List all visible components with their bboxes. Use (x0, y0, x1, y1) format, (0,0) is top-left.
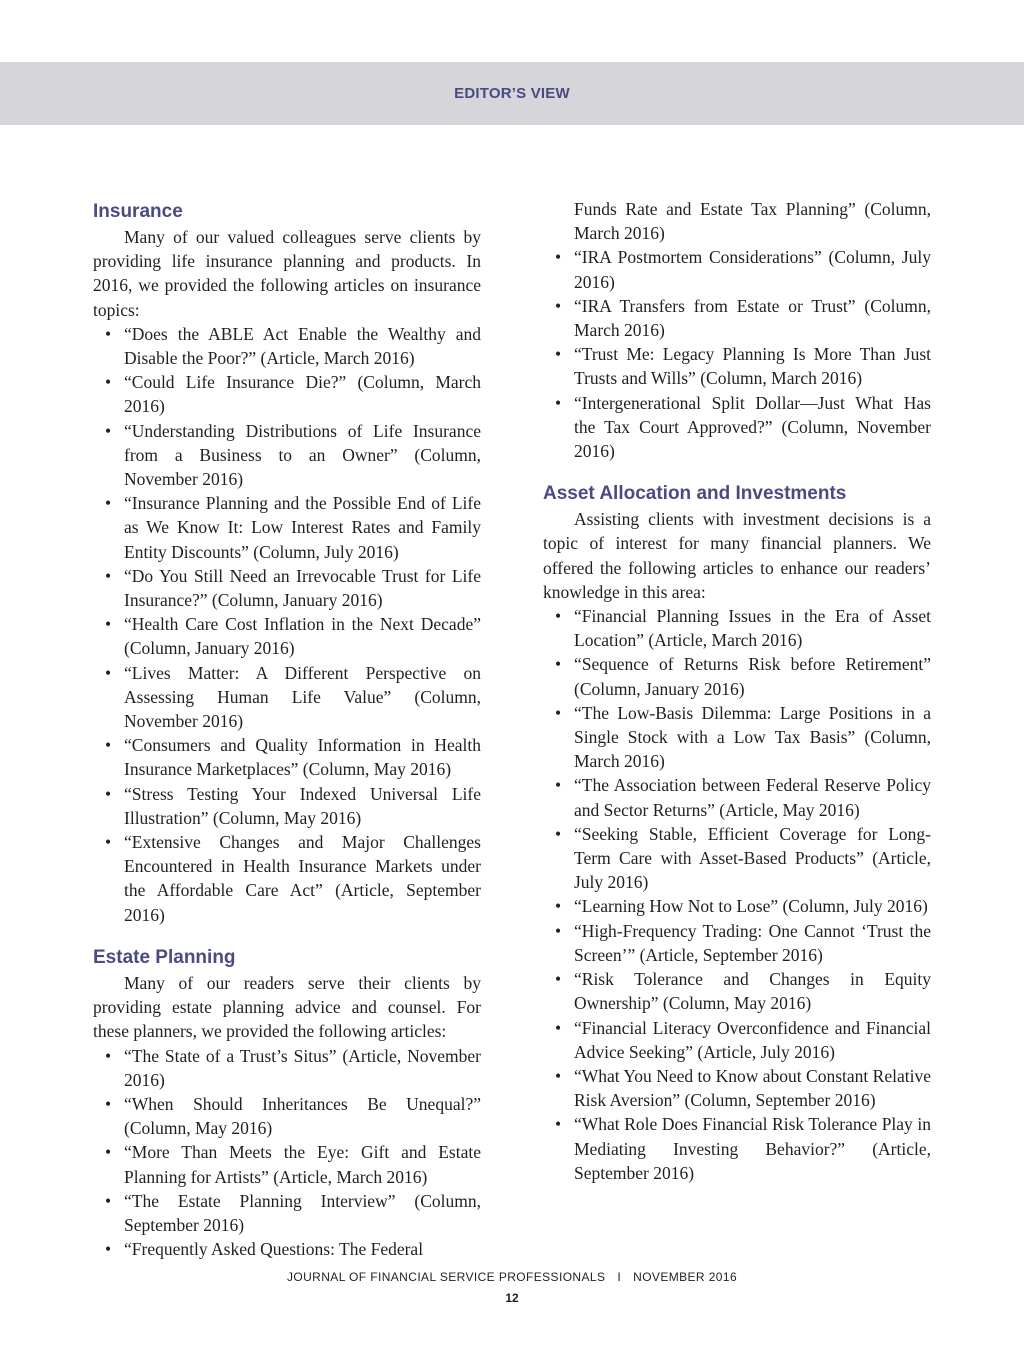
journal-name: JOURNAL OF FINANCIAL SERVICE PROFESSIONALS (286, 1270, 606, 1284)
estate-article-item: • “The State of a Trust’s Situs” (Article, November 2016) (93, 1044, 481, 1092)
estate-continued-list (543, 197, 931, 463)
estate-article-item: • “IRA Postmortem Considerations” (Column, July 2016) (543, 245, 931, 293)
assets-section (543, 481, 931, 1185)
insurance-article-item: • “Stress Testing Your Indexed Universal Life Illustration” (Column, May 2016) (93, 782, 481, 830)
estate-heading: Estate Planning (93, 946, 236, 968)
insurance-article-item: • “Understanding Distributions of Life Insurance from a Business to an Owner” (Column, November 2016) (93, 419, 481, 492)
insurance-article-item: • “Do You Still Need an Irrevocable Trust for Life Insurance?” (Column, January 2016) (93, 564, 481, 612)
assets-article-item: • “The Association between Federal Reserve Policy and Sector Returns” (Article, May 2016) (543, 773, 931, 821)
insurance-intro: Many of our valued colleagues serve clients by providing life insurance planning and products. In 2016, we provided the following articles on insurance topics: (93, 227, 481, 320)
page-number: 12 (505, 1291, 519, 1305)
insurance-article-item: • “Could Life Insurance Die?” (Column, March 2016) (93, 370, 481, 418)
issue-date: NOVEMBER 2016 (633, 1270, 738, 1284)
insurance-heading: Insurance (93, 201, 183, 222)
assets-article-item: • “High-Frequency Trading: One Cannot ‘Trust the Screen’” (Article, September 2016) (543, 919, 931, 967)
estate-continued-section (543, 197, 931, 463)
estate-article-item: Funds Rate and Estate Tax Planning” (Column, March 2016) (574, 199, 931, 244)
left-column (93, 199, 481, 1279)
estate-article-item: • “When Should Inheritances Be Unequal?” (Column, May 2016) (93, 1092, 481, 1140)
assets-article-item: • “Sequence of Returns Risk before Retirement” (Column, January 2016) (543, 652, 931, 700)
estate-section (93, 945, 481, 1261)
assets-article-item: • “Financial Literacy Overconfidence and Financial Advice Seeking” (Article, July 2016) (543, 1016, 931, 1064)
assets-article-list (543, 604, 931, 1185)
estate-article-list (93, 1044, 481, 1262)
assets-intro: Assisting clients with investment decisions is a topic of interest for many financial planners. We offered the following articles to enhance our readers’ knowledge in this area: (543, 509, 931, 602)
estate-article-item: • “Trust Me: Legacy Planning Is More Than Just Trusts and Wills” (Column, March 2016) (543, 342, 931, 390)
assets-heading: Asset Allocation and Investments (543, 483, 847, 505)
assets-article-item: • “What Role Does Financial Risk Tolerance Play in Mediating Investing Behavior?” (Article, September 2016) (543, 1112, 931, 1185)
footer-separator: I (617, 1270, 622, 1284)
assets-article-item: • “Financial Planning Issues in the Era of Asset Location” (Article, March 2016) (543, 604, 931, 652)
estate-article-item: • “The Estate Planning Interview” (Column, September 2016) (93, 1189, 481, 1237)
assets-article-item: • “Seeking Stable, Efficient Coverage for Long-Term Care with Asset-Based Products” (Article, July 2016) (543, 822, 931, 895)
insurance-article-item: • “Lives Matter: A Different Perspective on Assessing Human Life Value” (Column, November 2016) (93, 661, 481, 734)
insurance-article-item: • “Does the ABLE Act Enable the Wealthy and Disable the Poor?” (Article, March 2016) (93, 322, 481, 370)
estate-article-item: • “Intergenerational Split Dollar—Just What Has the Tax Court Approved?” (Column, November 2016) (543, 391, 931, 464)
insurance-section (93, 199, 481, 927)
assets-article-item: • “Learning How Not to Lose” (Column, July 2016) (543, 894, 931, 918)
estate-article-item: • “Frequently Asked Questions: The Federal (93, 1237, 481, 1261)
estate-article-item: • “IRA Transfers from Estate or Trust” (Column, March 2016) (543, 294, 931, 342)
insurance-article-item: • “Consumers and Quality Information in Health Insurance Marketplaces” (Column, May 2016) (93, 733, 481, 781)
insurance-article-item: • “Extensive Changes and Major Challenges Encountered in Health Insurance Markets under the Affordable Care Act” (Article, September 2016) (93, 830, 481, 927)
insurance-article-list (93, 322, 481, 927)
estate-article-item: • “More Than Meets the Eye: Gift and Estate Planning for Artists” (Article, March 2016) (93, 1140, 481, 1188)
insurance-article-item: • “Health Care Cost Inflation in the Next Decade” (Column, January 2016) (93, 612, 481, 660)
right-column (543, 197, 931, 1203)
estate-intro: Many of our readers serve their clients by providing estate planning advice and counsel. For these planners, we provided the following articles: (93, 972, 481, 1042)
section-header-title: EDITOR’S VIEW (454, 85, 570, 102)
footer-journal-line (0, 1270, 1024, 1284)
assets-article-item: • “The Low-Basis Dilemma: Large Positions in a Single Stock with a Low Tax Basis” (Column, March 2016) (543, 701, 931, 774)
assets-article-item: • “Risk Tolerance and Changes in Equity Ownership” (Column, May 2016) (543, 967, 931, 1015)
assets-article-item: • “What You Need to Know about Constant Relative Risk Aversion” (Column, September 2016) (543, 1064, 931, 1112)
insurance-article-item: • “Insurance Planning and the Possible End of Life as We Know It: Low Interest Rates and Family Entity Discounts” (Column, July 2016) (93, 491, 481, 564)
